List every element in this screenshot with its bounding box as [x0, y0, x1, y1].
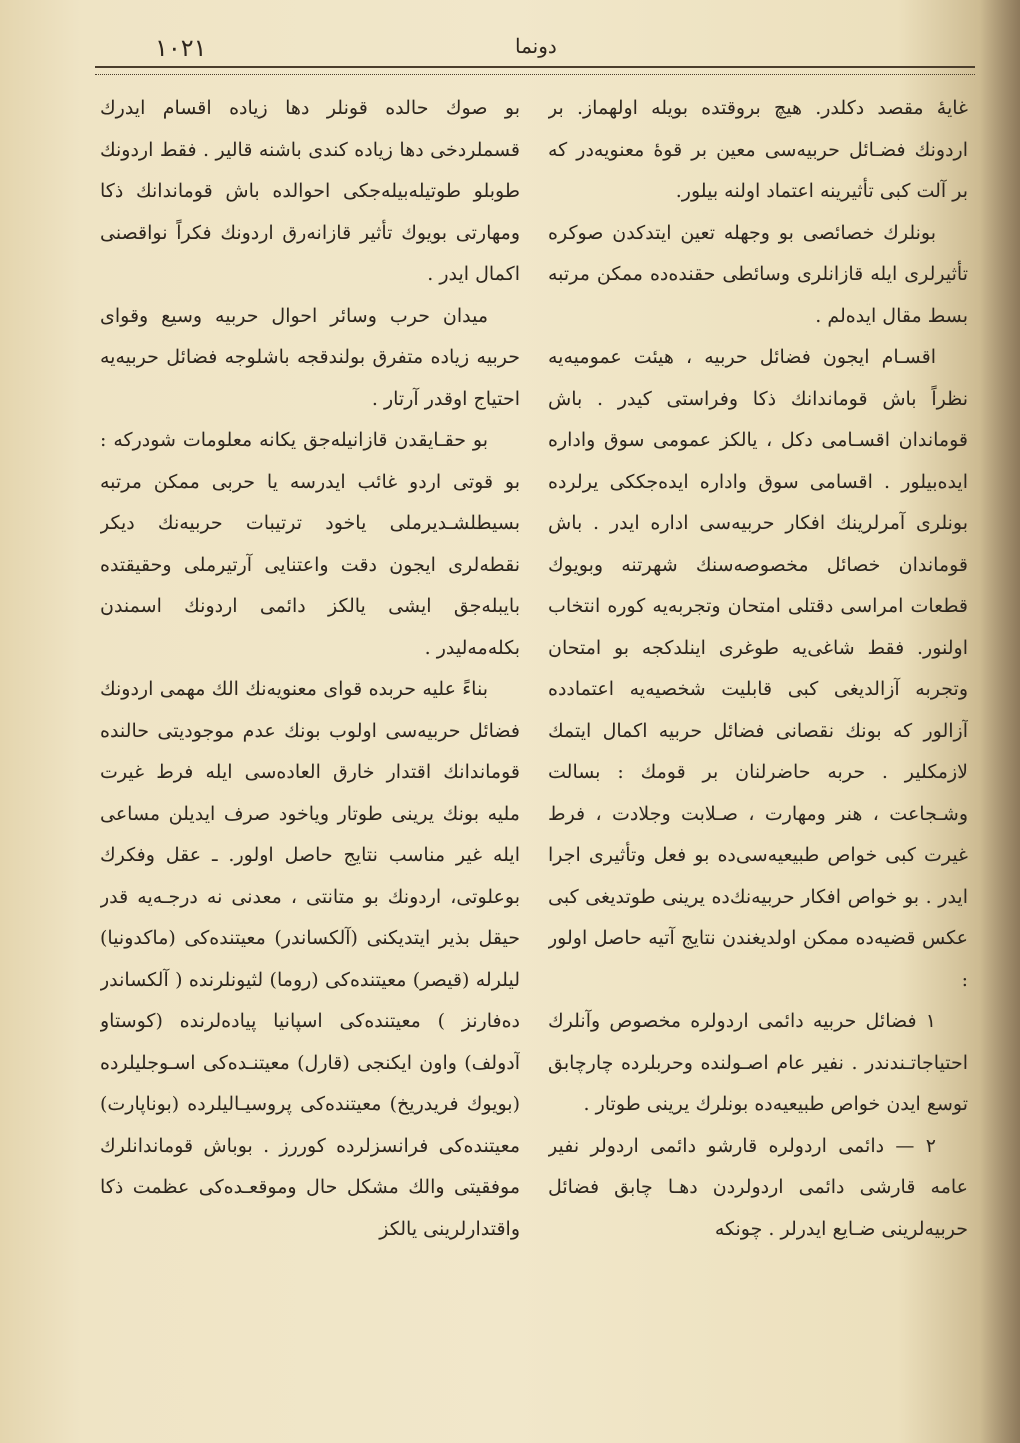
page-header [95, 28, 975, 68]
paragraph: غايهٔ مقصد دكلدر. هيچ بروقتده بويله اولهماز. بر اردونك فضـائل حربيه‌سى معين بر قوهٔ معنويه‌در كه بر آلت كبى تأثيرينه اعتماد اولنه بيلور. [548, 97, 968, 202]
paragraph: اقسـام ايجون فضائل حربيه ، هيئت عموميه‌يه نظراً باش قوماندانك ذكا وفراستى كيدر . باش قوماندان اقسـامى دكل ، يالكز عمومى سوق واداره ايده‌بيلور . اقسامى سوق واداره ايده‌جككى يرلرده بونلرى آمرلرينك افكار حربيه‌سى اداره ايدر . باش قوماندان خصائل مخصوصه‌سنك شهرتنه وبويوك قطعات امراسى دقتلى امتحان وتجربه‌يه كوره انتخاب اولنور. فقط شاغى‌يه طوغرى اينلدكجه بو امتحان وتجربه آزالديغى كبى قابليت شخصيه‌يه اعتمادده آزالور كه بونك نقصانى فضائل حربيه اكمال ايتمك لازمكلير . حربه حاضرلنان بر قومك : بسالت وشـجاعت ، هنر ومهارت ، صـلابت وجلادت ، فرط غيرت كبى خواص طبيعيه‌سى‌ده بو فعل وتأثيرى اجرا ايدر . بو خواص افكار حربيه‌نك‌ده يرينى طوتديغى كبى عكس قضيه‌ده ممكن اولديغندن نتايج آتيه حاصل اولور : [548, 346, 968, 991]
paragraph: بو صوك حالده قونلر دها زياده اقسام ايدرك قسملردخى دها زياده كندى باشنه قالير . فقط اردونك طوبلو طوتيله‌بيله‌جكى احوالده باش قوماندانك ذكا ومهارتى بويوك تأثير قازانه‌رق اردونك فكراً نواقصنى اكمال ايدر . [100, 97, 520, 285]
paragraph: بونلرك خصائصى بو وجهله تعين ايتدكدن صوكره تأثيرلرى ايله قازانلرى وسائطى حقنده‌ده ممكن مرتبه بسط مقال ايده‌لم . [548, 221, 968, 327]
running-title: دونما [515, 34, 557, 58]
page-edge-shadow [980, 0, 1020, 1443]
paragraph: ميدان حرب وسائر احوال حربيه وسيع وقواى حربيه زياده متفرق بولندقجه باشلوجه فضائل حربيه‌يه احتياج اوقدر آرتار . [100, 304, 520, 410]
paragraph: ١ فضائل حربيه دائمى اردولره مخصوص وآنلرك احتياجاتـندندر . نفير عام اصـولنده وحربلرده چارچابق توسع ايدن خواص طبيعيه‌ده بونلرك يرينى طوتار . [548, 1010, 968, 1115]
text-column-right [548, 88, 968, 1418]
page-number: ١٠٢١ [155, 34, 207, 62]
paragraph: بو حقـايقدن قازانيله‌جق يكانه معلومات شودركه : بو قوتى اردو غائب ايدرسه يا حربى ممكن مرتبه بسيطلشـديرملى ياخود ترتيبات حربيه‌نك ديكر نقطه‌لرى ايجون دقت واعتنايى آرتيرملى وحقيقتده بايبله‌جق ايشى يالكز دائمى اردونك اسمندن بكله‌مه‌ليدر . [100, 429, 520, 659]
header-rule [95, 66, 975, 75]
text-column-left [100, 88, 520, 1418]
paragraph: بناءً عليه حربده قواى معنويه‌نك الك مهمى اردونك فضائل حربيه‌سى اولوب بونك عدم موجوديتى حالنده قوماندانك اقتدار خارق العاده‌سى ايله فرط غيرت مليه بونك يرينى طوتار وياخود صرف ايديلن مساعى ايله غير مناسب نتايج حاصل اولور. ـ عقل وفكرك بوعلوتى، اردونك بو متانتى ، معدنى نه درجـه‌يه قدر حيقل بذير ايتديكنى (آلكساندر) معيتنده‌كى (ماكدونيا) ليلرله (قيصر) معيتنده‌كى (روما) لثيونلرنده ( آلكساندر ده‌فارنز ) معيتنده‌كى اسپانيا پياده‌لرنده (كوستاو آدولف) واون ايكنجى (قارل) معيتنـده‌كى اسـوجليلرده (بويوك فريدريخ) معيتنده‌كى پروسيـاليلرده (بوناپارت) معيتنده‌كى فرانسزلرده كوررز . بوباش قوماندانلرك موفقيتى والك مشكل حال وموقعـده‌كى عظمت ذكا واقتدارلرينى يالكز [100, 678, 520, 1240]
paragraph: ٢ — دائمى اردولره قارشو دائمى اردولر نفير عامه قارشى دائمى اردولردن دهـا چابق فضائل حربيه‌لرينى ضـايع ايدرلر . چونكه [548, 1134, 968, 1240]
